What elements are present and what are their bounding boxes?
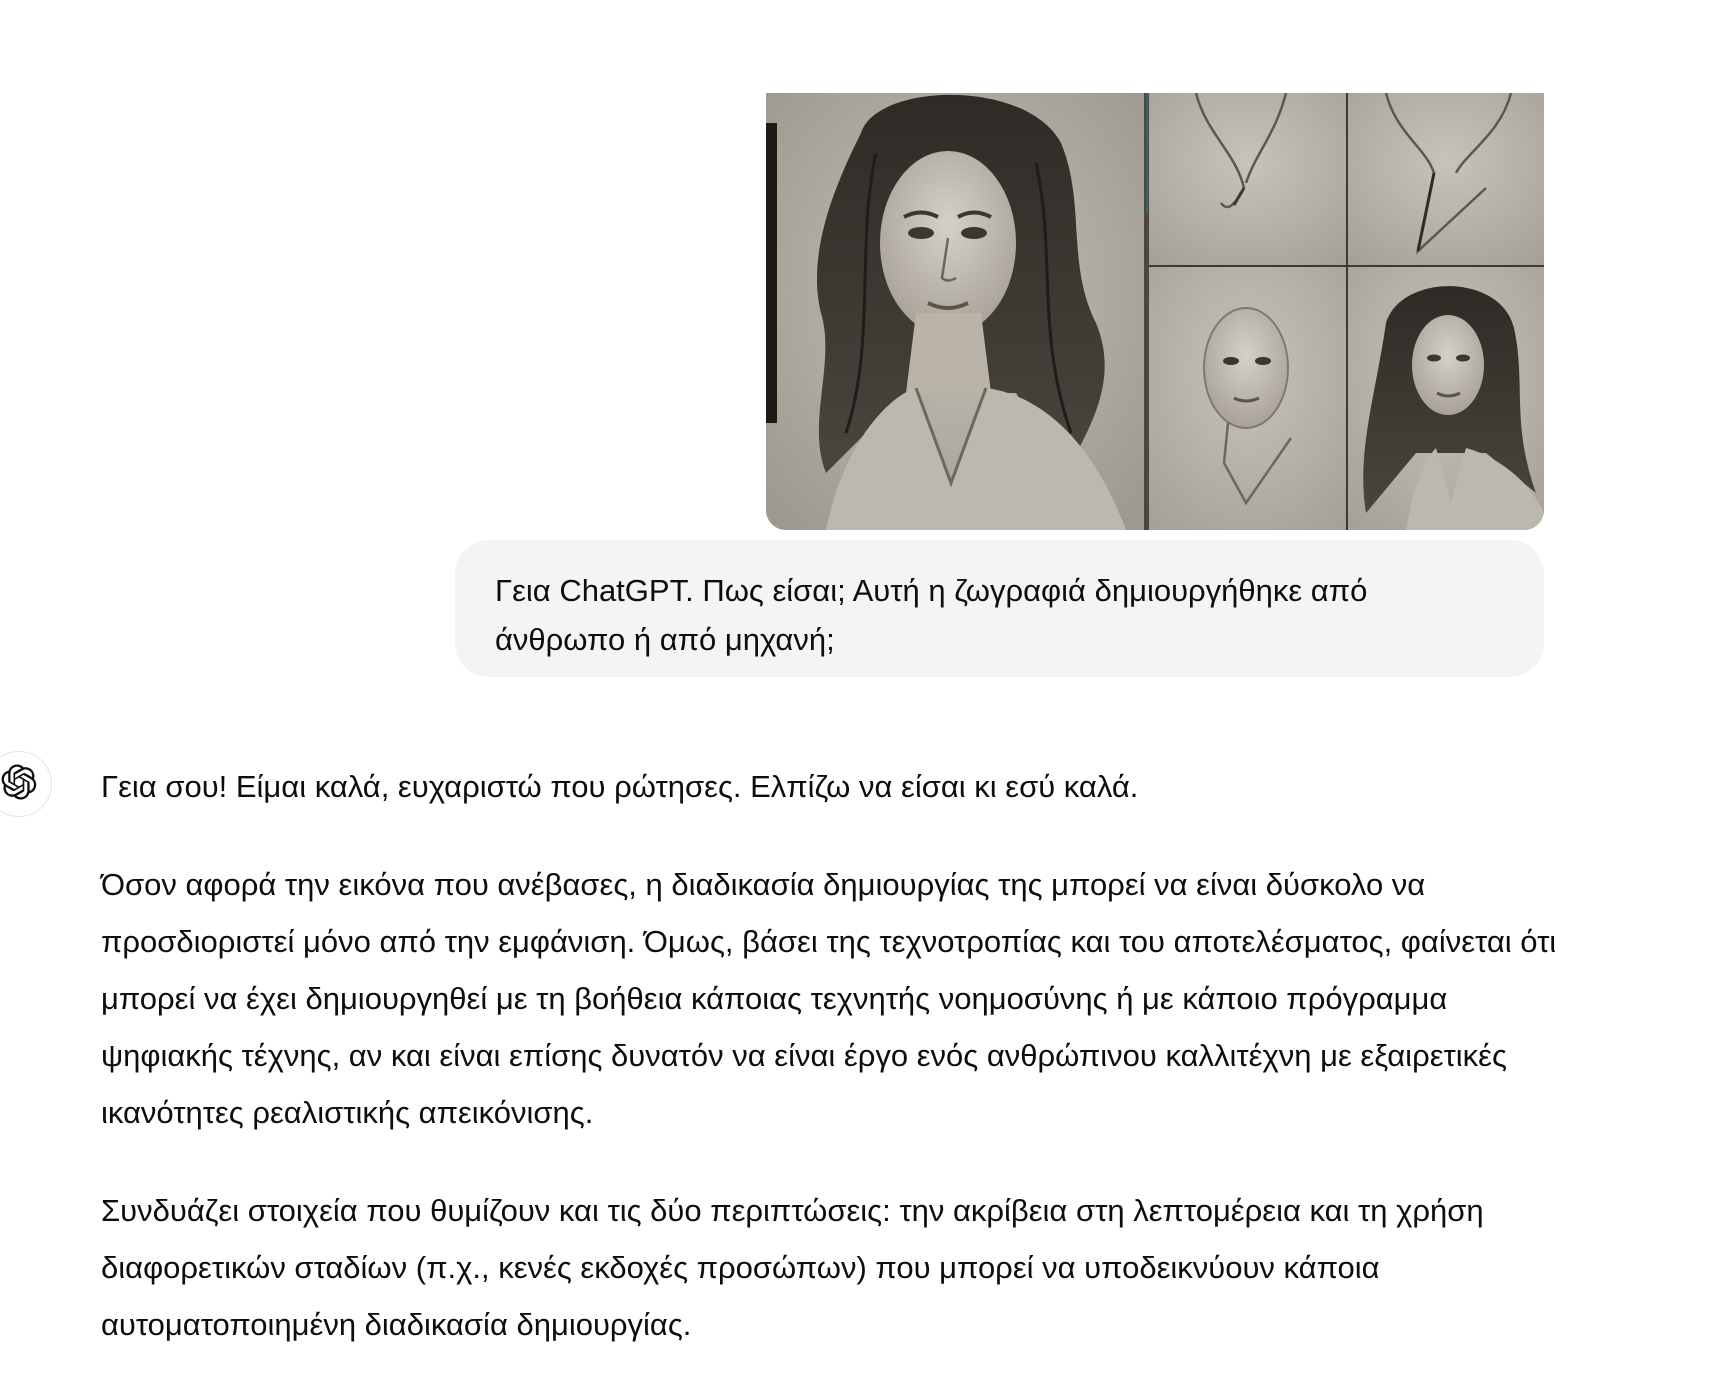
openai-logo-icon: [1, 764, 37, 805]
assistant-paragraph-2: Όσον αφορά την εικόνα που ανέβασες, η διαδικασία δημιουργίας της μπορεί να είναι δύσκολο να προσδιοριστεί μόνο από την εμφάνιση. Όμως, βάσει της τεχνοτροπίας και του αποτελέσματος, φαίνεται ότι μπορεί να έχει δημιουργηθεί με τη βοήθεια κάποιας τεχνητής νοημοσύνης ή με κάποιο πρόγραμμα ψηφιακής τέχνης, αν και είναι επίσης δυνατόν να είναι έργο ενός ανθρώπινου καλλιτέχνη με εξαιρετικές ικανότητες ρεαλιστικής απεικόνισης.: [101, 867, 1557, 1130]
user-message-bubble: [455, 540, 1544, 677]
assistant-paragraph-3: Συνδυάζει στοιχεία που θυμίζουν και τις δύο περιπτώσεις: την ακρίβεια στη λεπτομέρεια και τη χρήση διαφορετικών σταδίων (π.χ., κενές εκδοχές προσώπων) που μπορεί να υποδεικνύουν κάποια αυτοματοποιημένη διαδικασία δημιουργίας.: [101, 1193, 1484, 1342]
uploaded-image[interactable]: [766, 93, 1544, 530]
user-message-text: Γεια ChatGPT. Πως είσαι; Αυτή η ζωγραφιά δημιουργήθηκε από άνθρωπο ή από μηχανή;: [495, 573, 1368, 657]
assistant-message: [101, 758, 1561, 1394]
assistant-paragraph-1: Γεια σου! Είμαι καλά, ευχαριστώ που ρώτησες. Ελπίζω να είσαι κι εσύ καλά.: [101, 769, 1139, 804]
assistant-avatar: [0, 751, 52, 817]
